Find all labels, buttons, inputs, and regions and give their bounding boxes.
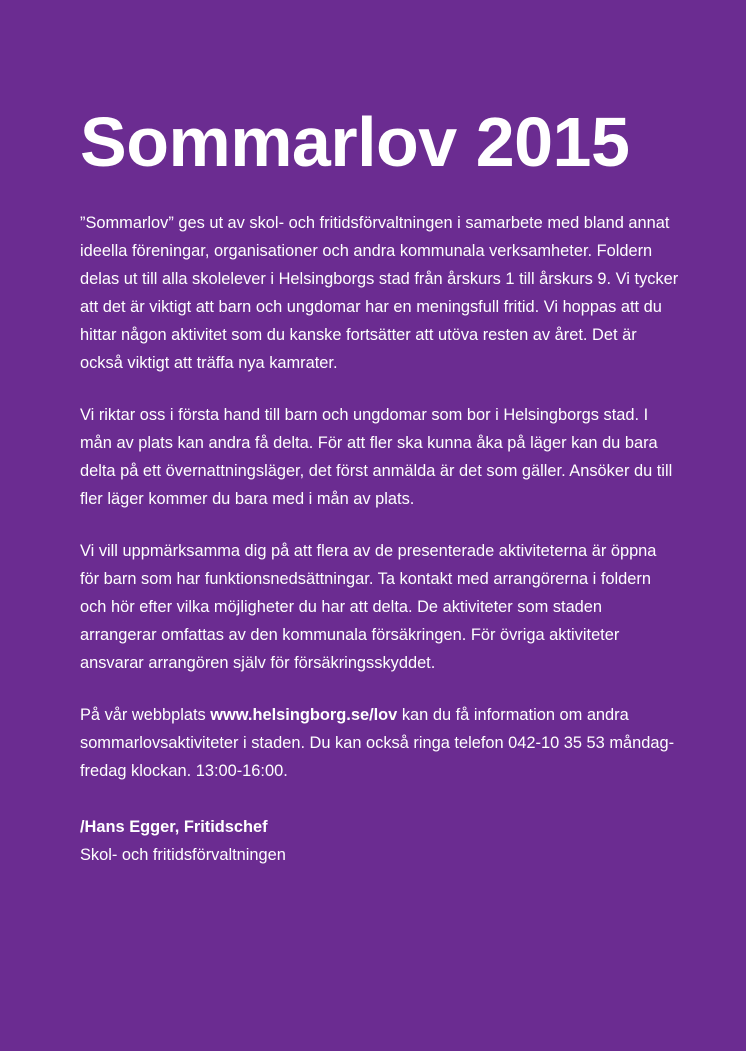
paragraph-website	[80, 701, 680, 785]
website-text-after: kan du få information om andra sommarlovsaktiviteter i staden. Du kan också ringa telefon 042-10 35 53 måndag-fredag klockan. 13:00-16:00.	[80, 706, 675, 780]
signature-department: Skol- och fritidsförvaltningen	[80, 846, 286, 864]
document-page	[80, 100, 680, 869]
paragraph-accessibility: Vi vill uppmärksamma dig på att flera av de presenterade aktiviteterna är öppna för barn som har funktionsnedsättningar. Ta kontakt med arrangörerna i foldern och hör efter vilka möjligheter du har att delta. De aktiviteter som staden arrangerar omfattas av den kommunala försäkringen. För övriga aktiviteter ansvarar arrangören själv för försäkringsskyddet.	[80, 542, 657, 672]
website-link[interactable]: www.helsingborg.se/lov	[210, 706, 398, 724]
paragraph-intro: ”Sommarlov” ges ut av skol- och fritidsförvaltningen i samarbete med bland annat ideella föreningar, organisationer och andra kommunala verksamheter. Foldern delas ut till alla skolelever i Helsingborgs stad från årskurs 1 till årskurs 9. Vi tycker att det är viktigt att barn och ungdomar har en meningsfull fritid. Vi hoppas att du hittar någon aktivitet som du kanske fortsätter att utöva resten av året. Det är också viktigt att träffa nya kamrater.	[80, 214, 679, 372]
page-title: Sommarlov 2015	[80, 103, 630, 181]
website-text-before: På vår webbplats	[80, 706, 211, 724]
signature-name: /Hans Egger, Fritidschef	[80, 818, 268, 836]
signature	[80, 813, 680, 869]
paragraph-target-group: Vi riktar oss i första hand till barn och ungdomar som bor i Helsingborgs stad. I mån av plats kan andra få delta. För att fler ska kunna åka på läger kan du bara delta på ett övernattningsläger, det först anmälda är det som gäller. Ansöker du till fler läger kommer du bara med i mån av plats.	[80, 406, 673, 508]
